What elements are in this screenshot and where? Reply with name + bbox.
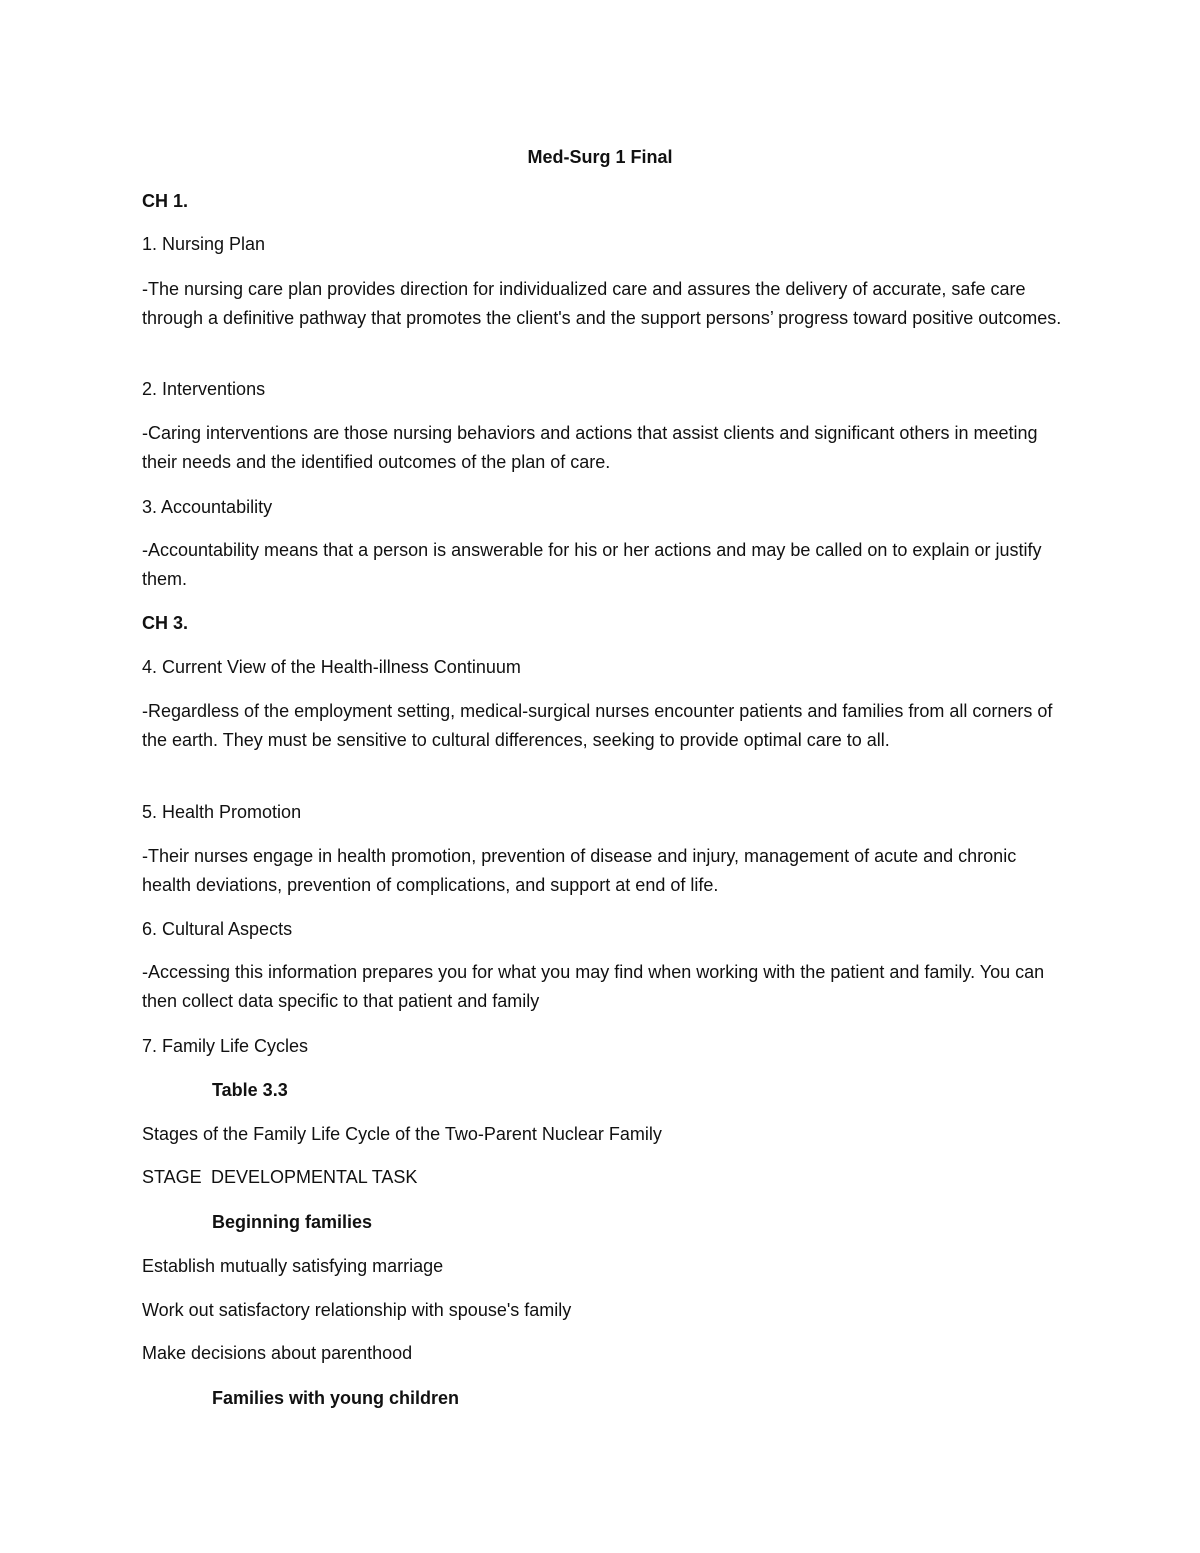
item-5-text: -Their nurses engage in health promotion, prevention of disease and injury, management of acute and chronic health deviations, prevention of complications, and support at end of life. (142, 846, 1017, 895)
item-3-text: -Accountability means that a person is answerable for his or her actions and may be called on to explain or justify them. (142, 540, 1042, 589)
table-header-row (142, 1166, 417, 1188)
document-title: Med-Surg 1 Final (527, 147, 673, 167)
item-6-title: 6. Cultural Aspects (142, 919, 293, 939)
item-6-text: -Accessing this information prepares you for what you may find when working with the patient and family. You can then collect data specific to that patient and family (142, 962, 1045, 1011)
chapter-1-heading: CH 1. (142, 191, 189, 211)
task-item: Make decisions about parenthood (142, 1343, 413, 1363)
item-3-title: 3. Accountability (142, 497, 273, 517)
item-2-title: 2. Interventions (142, 379, 266, 399)
stage-beginning-families: Beginning families (212, 1212, 373, 1232)
item-1-title: 1. Nursing Plan (142, 234, 266, 254)
task-item: Establish mutually satisfying marriage (142, 1256, 444, 1276)
column-stage-header: STAGE (142, 1167, 202, 1187)
item-4-text: -Regardless of the employment setting, medical-surgical nurses encounter patients and families from all corners of the earth. They must be sensitive to cultural differences, seeking to provide optimal care to all. (142, 701, 1053, 750)
item-5-title: 5. Health Promotion (142, 802, 302, 822)
item-4-title: 4. Current View of the Health-illness Continuum (142, 657, 521, 677)
task-item: Work out satisfactory relationship with spouse's family (142, 1300, 572, 1320)
stage-families-young-children: Families with young children (212, 1388, 460, 1408)
chapter-3-heading: CH 3. (142, 613, 189, 633)
item-1-text: -The nursing care plan provides direction for individualized care and assures the delivery of accurate, safe care through a definitive pathway that promotes the client's and the support persons’ progress toward positive outcomes. (142, 279, 1062, 328)
item-7-title: 7. Family Life Cycles (142, 1036, 309, 1056)
column-task-header: DEVELOPMENTAL TASK (211, 1167, 418, 1187)
table-label: Table 3.3 (212, 1080, 288, 1100)
item-2-text: -Caring interventions are those nursing behaviors and actions that assist clients and significant others in meeting their needs and the identified outcomes of the plan of care. (142, 423, 1038, 472)
table-caption: Stages of the Family Life Cycle of the Two-Parent Nuclear Family (142, 1124, 662, 1144)
